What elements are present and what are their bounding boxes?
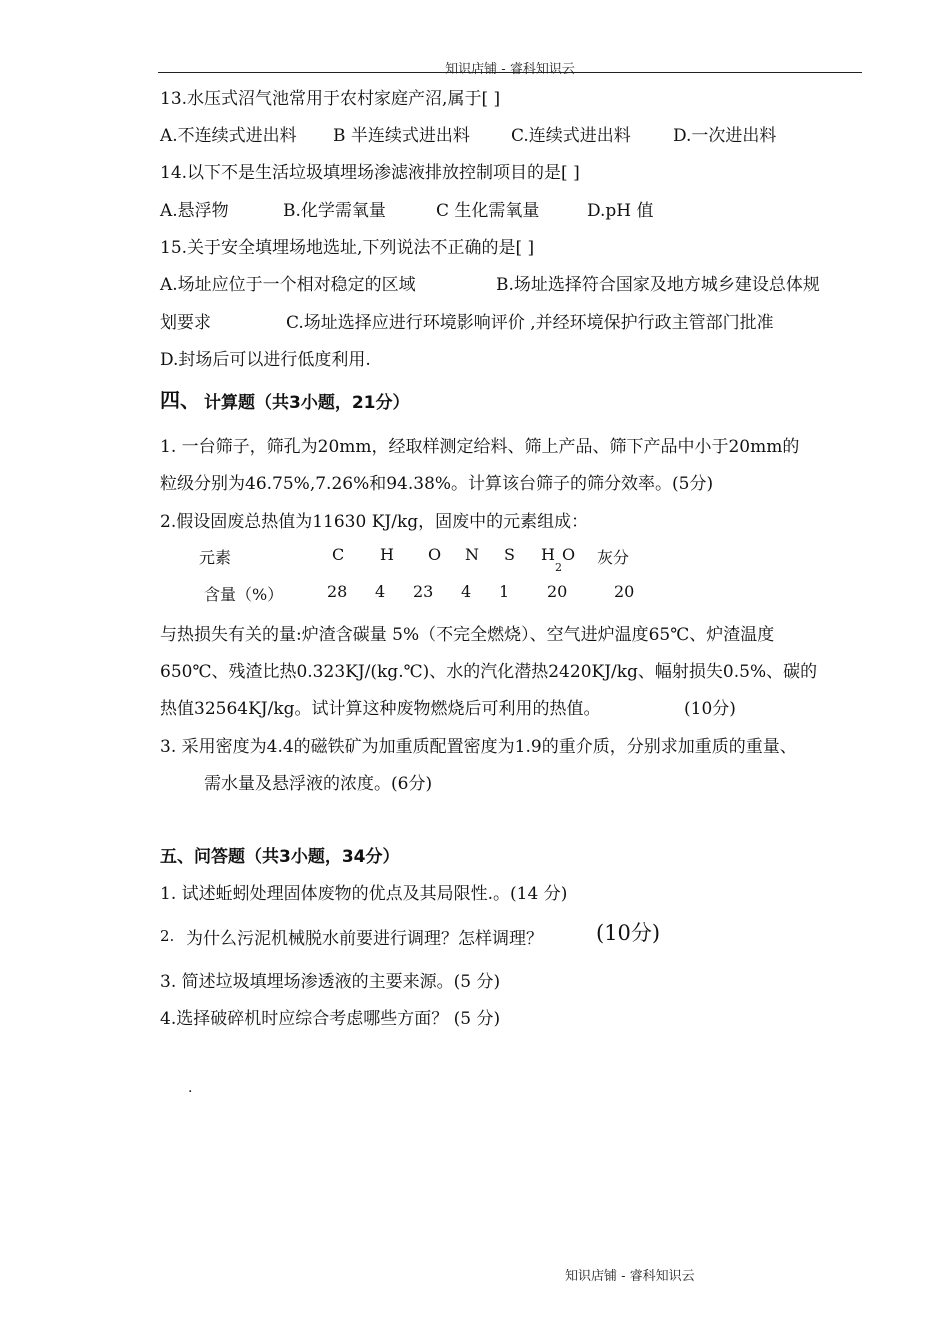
q13-option-c: C.连续式进出料 [511, 126, 631, 146]
calc-q2-line2: 与热损失有关的量:炉渣含碳量 5%（不完全燃烧）、空气进炉温度65℃、炉渣温度 [160, 625, 775, 645]
table-header-s: S [504, 545, 515, 564]
qa-q4: 4.选择破碎机时应综合考虑哪些方面？ (5 分) [160, 1009, 501, 1029]
q13-option-b: B 半连续式进出料 [333, 126, 470, 146]
header-rule [158, 72, 862, 73]
table-header-h2o [541, 545, 576, 574]
qa-q2: 为什么污泥机械脱水前要进行调理？怎样调理？ [186, 929, 543, 949]
q13-option-d: D.一次进出料 [673, 126, 777, 146]
calc-q2-line3: 650℃、残渣比热0.323KJ/(kg.℃)、水的汽化潜热2420KJ/kg、幅射损失0.5%、碳的 [160, 662, 818, 682]
table-value-c: 28 [327, 582, 348, 601]
calc-q3-line1: 3. 采用密度为4.4的磁铁矿为加重质配置密度为1.9的重介质，分别求加重质的重量、 [160, 737, 797, 757]
q15-option-b: B.场址选择符合国家及地方城乡建设总体规 [496, 275, 820, 295]
q14-stem: 14.以下不是生活垃圾填埋场渗滤液排放控制项目的是[ ] [160, 163, 580, 183]
q13-stem: 13.水压式沼气池常用于农村家庭产沼,属于[ ] [160, 89, 501, 109]
q15-stem: 15.关于安全填埋场地选址,下列说法不正确的是[ ] [160, 238, 535, 258]
page-header: 知识店铺 - 睿科知识云 [445, 62, 575, 77]
h2o-subscript: 2 [554, 561, 562, 574]
table-row-label-content: 含量（%） [204, 585, 284, 604]
q13-option-a: A.不连续式进出料 [160, 126, 297, 146]
calc-q2-line1: 2.假设固废总热值为11630 KJ/kg，固废中的元素组成： [160, 512, 589, 532]
stray-dot: . [188, 1080, 193, 1096]
table-value-h: 4 [375, 582, 386, 601]
q14-option-a: A.悬浮物 [160, 201, 229, 221]
table-header-c: C [332, 545, 345, 564]
qa-q3: 3. 简述垃圾填埋场渗透液的主要来源。(5 分) [160, 972, 501, 992]
table-header-o: O [428, 545, 442, 564]
section4-number: 四、 [160, 388, 200, 412]
calc-q1-line1: 1. 一台筛子，筛孔为20mm，经取样测定给料、筛上产品、筛下产品中小于20mm的 [160, 437, 800, 457]
page-footer: 知识店铺 - 睿科知识云 [565, 1269, 695, 1284]
q14-option-d: D.pH 值 [587, 201, 654, 221]
table-header-ash: 灰分 [597, 548, 630, 567]
table-value-s: 1 [499, 582, 510, 601]
h2o-h: H [541, 545, 555, 564]
q15-option-d: D.封场后可以进行低度利用. [160, 350, 371, 370]
qa-q2-number: 2. [160, 927, 175, 945]
calc-q2-score: (10分) [684, 699, 736, 719]
table-value-h2o: 20 [547, 582, 568, 601]
calc-q1-line2: 粒级分别为46.75%,7.26%和94.38%。计算该台筛子的筛分效率。(5分) [160, 474, 714, 494]
q15-option-c: C.场址选择应进行环境影响评价 ,并经环境保护行政主管部门批准 [286, 313, 774, 333]
calc-q3-line2: 需水量及悬浮液的浓度。(6分) [204, 774, 433, 794]
table-value-n: 4 [461, 582, 472, 601]
table-row-label-element: 元素 [199, 548, 232, 567]
q15-option-b-cont: 划要求 [160, 313, 211, 333]
table-header-n: N [465, 545, 479, 564]
table-value-ash: 20 [614, 582, 635, 601]
q14-option-c: C 生化需氧量 [436, 201, 540, 221]
qa-q2-score: (10分) [596, 921, 661, 945]
section4-title: 计算题（共3小题，21分） [204, 393, 410, 413]
q15-option-a: A.场址应位于一个相对稳定的区域 [160, 275, 416, 295]
table-value-o: 23 [413, 582, 434, 601]
qa-q1: 1. 试述蚯蚓处理固体废物的优点及其局限性.。(14 分) [160, 884, 568, 904]
table-header-h: H [380, 545, 394, 564]
q14-option-b: B.化学需氧量 [283, 201, 386, 221]
calc-q2-line4: 热值32564KJ/kg。试计算这种废物燃烧后可利用的热值。 [160, 699, 601, 719]
section5-title: 五、问答题（共3小题，34分） [160, 847, 400, 867]
h2o-o: O [561, 545, 576, 564]
